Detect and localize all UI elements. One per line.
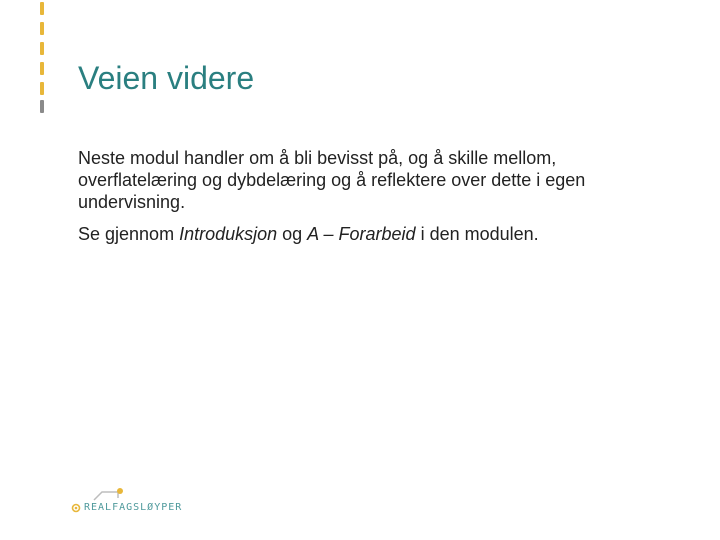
logo-dot-icon (117, 488, 123, 494)
forarbeid-emphasis: A – Forarbeid (307, 224, 416, 244)
accent-bar-segment (40, 22, 44, 35)
accent-bar-segment (40, 42, 44, 55)
paragraph-2-prefix: Se gjennom (78, 224, 180, 244)
accent-bar-segment (40, 82, 44, 95)
paragraph-2 (78, 223, 678, 245)
accent-bar-segment (40, 62, 44, 75)
slide-body (78, 147, 678, 255)
logo-text: REALFAGSLØYPER (84, 502, 183, 513)
paragraph-2-suffix: i den modulen. (415, 224, 539, 244)
accent-bar (40, 0, 44, 116)
paragraph-2-middle: og (277, 224, 308, 244)
slide-title: Veien videre (78, 60, 255, 96)
sun-core-icon (75, 507, 78, 510)
accent-bar-segment (40, 2, 44, 15)
introduksjon-emphasis: Introduksjon (179, 224, 278, 244)
accent-bar-segment (40, 100, 44, 113)
realfagsloyper-logo (70, 486, 190, 520)
logo-path (94, 492, 118, 500)
paragraph-1: Neste modul handler om å bli bevisst på, og å skille mellom, overflatelæring og dybdelæring og å reflektere over dette i egen undervisning. (78, 148, 586, 212)
